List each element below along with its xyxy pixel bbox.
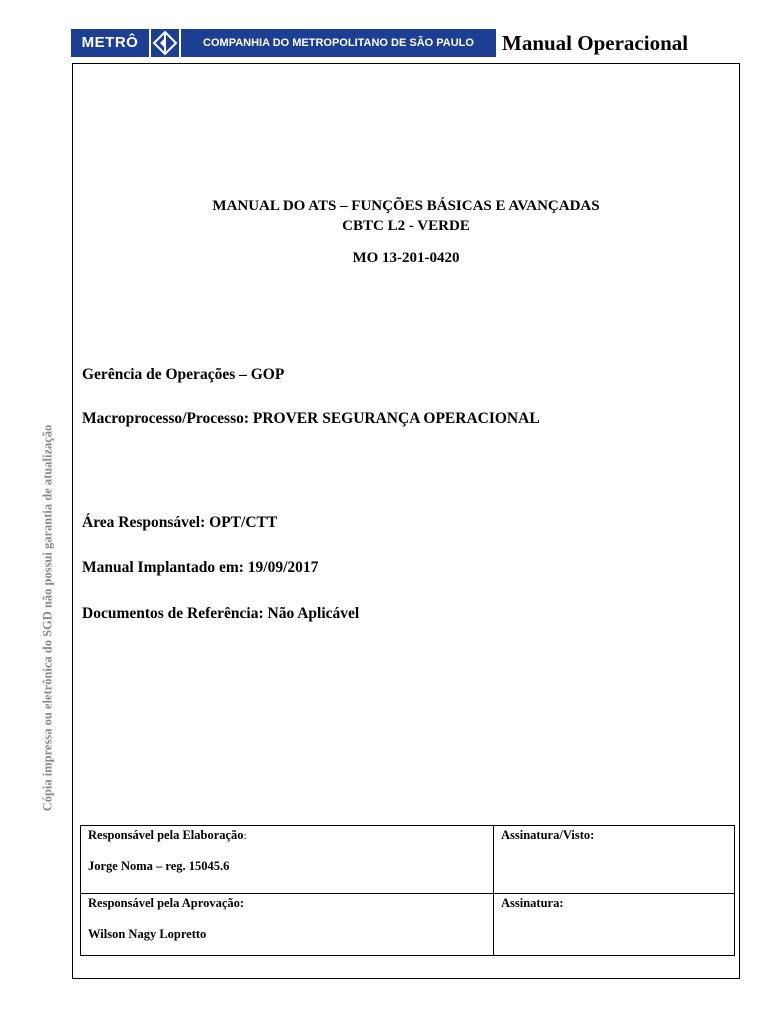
- metro-diamond-icon: [151, 29, 179, 57]
- logo-metro-text: METRÔ: [71, 29, 149, 57]
- documentos-line: Documentos de Referência: Não Aplicável: [82, 605, 360, 622]
- elaboracao-name: Jorge Noma – reg. 15045.6: [88, 859, 230, 873]
- assinatura-cell: [494, 894, 735, 956]
- macroprocesso-line: Macroprocesso/Processo: PROVER SEGURANÇA OPERACIONAL: [82, 410, 540, 427]
- assinatura-label: Assinatura:: [501, 896, 564, 910]
- manual-code: MO 13-201-0420: [352, 250, 460, 266]
- assinatura-visto-cell: [494, 826, 735, 894]
- aprovacao-name: Wilson Nagy Lopretto: [88, 927, 207, 941]
- manual-title: MANUAL DO ATS – FUNÇÕES BÁSICAS E AVANÇADAS: [212, 198, 600, 214]
- elaboracao-colon: :: [243, 830, 247, 842]
- signature-table: [80, 825, 735, 956]
- gerencia-line: Gerência de Operações – GOP: [82, 366, 285, 383]
- logo-company-text: COMPANHIA DO METROPOLITANO DE SÃO PAULO: [181, 29, 496, 57]
- document-type-title: Manual Operacional: [502, 31, 689, 55]
- elaboracao-cell: [81, 826, 494, 894]
- elaboracao-label: Responsável pela Elaboração: [88, 828, 244, 842]
- metro-logo: [71, 29, 496, 57]
- elaboracao-label-wrap: [88, 828, 486, 843]
- aprovacao-cell: [81, 894, 494, 956]
- update-disclaimer: Cópia impressa ou eletrônica do SGD não possui garantia de atualização: [40, 424, 55, 812]
- implantado-line: Manual Implantado em: 19/09/2017: [82, 559, 319, 576]
- manual-subtitle: CBTC L2 - VERDE: [342, 218, 470, 234]
- assinatura-visto-label: Assinatura/Visto:: [501, 828, 595, 842]
- area-line: Área Responsável: OPT/CTT: [82, 514, 278, 531]
- aprovacao-label: Responsável pela Aprovação:: [88, 896, 245, 910]
